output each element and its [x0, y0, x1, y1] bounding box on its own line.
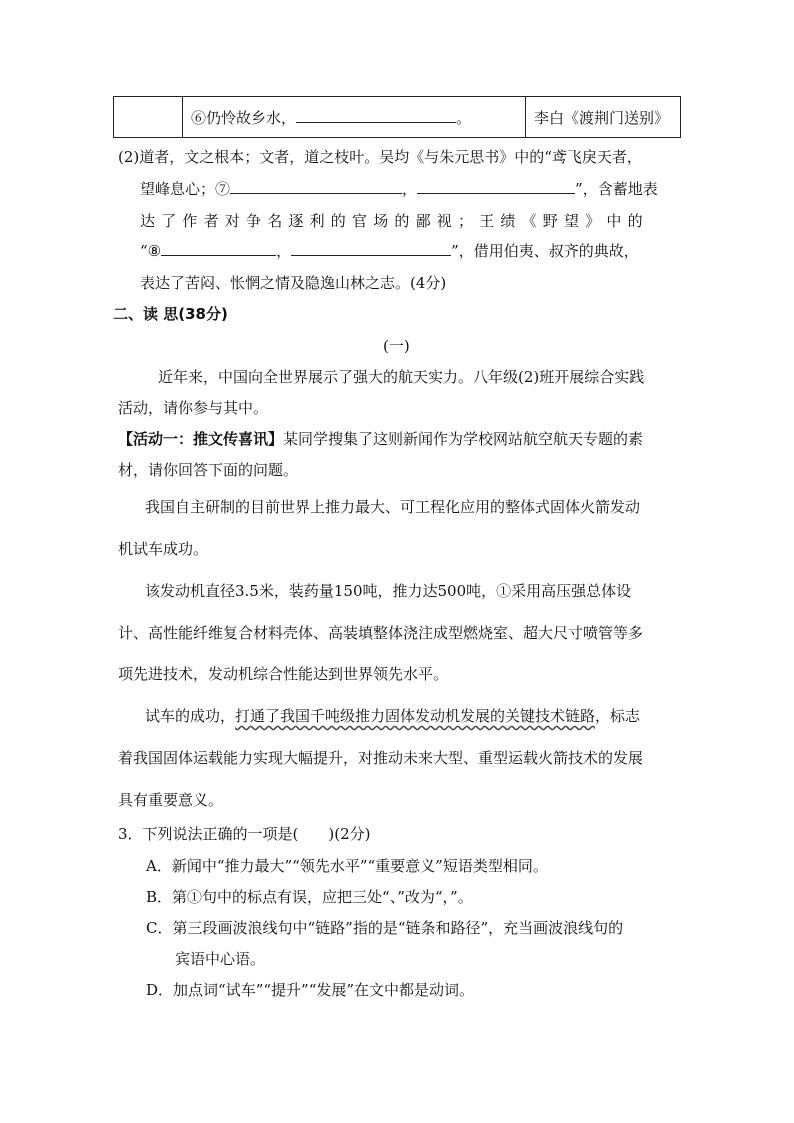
news-p3-line2: 着我国固体运载能力实现大幅提升，对推动未来大型、重型运载火箭技术的发展	[118, 749, 644, 767]
q2-line1: (2)道者，文之根本；文者，道之枝叶。吴均《与朱元思书》中的“鸢飞戾天者，	[118, 148, 642, 166]
answer-blank-6[interactable]	[296, 108, 456, 123]
answer-blank-7a[interactable]	[230, 179, 402, 194]
q3-option-a[interactable]: A．新闻中“推力最大”“领先水平”“重要意义”短语类型相同。	[146, 857, 548, 875]
news-p3-start: 试车的成功，	[145, 707, 236, 725]
activity1-line1	[118, 428, 643, 449]
table-cell-empty	[114, 97, 183, 138]
news-p2-line3: 项先进技术，发动机综合性能达到世界领先水平。	[118, 665, 449, 683]
news-p2-line2: 计、高性能纤维复合材料壳体、高装填整体浇注成型燃烧室、超大尺寸喷管等多	[118, 624, 644, 642]
q2-line4-comma: ，	[276, 242, 292, 260]
intro-line1: 近年来，中国向全世界展示了强大的航天实力。八年级(2)班开展综合实践	[158, 368, 645, 386]
intro-line2: 活动，请你参与其中。	[118, 399, 269, 417]
q2-line2-comma: ，	[402, 180, 418, 198]
q2-line5: 表达了苦闷、怅惘之情及隐逸山林之志。(4分)	[140, 274, 447, 292]
answer-blank-8a[interactable]	[161, 241, 276, 256]
news-p1-line2: 机试车成功。	[118, 540, 209, 558]
news-p3-line3: 具有重要意义。	[118, 791, 224, 809]
table-question-prefix: ⑥仍怜故乡水，	[191, 108, 297, 127]
part-label: (一)	[383, 337, 410, 355]
activity1-label: 【活动一：推文传喜讯】	[118, 430, 284, 448]
section-title: 二、读 思(38分)	[113, 305, 228, 323]
news-p1-line1: 我国自主研制的目前世界上推力最大、可工程化应用的整体式固体火箭发动	[145, 498, 641, 516]
activity1-line2: 材，请你回答下面的问题。	[118, 461, 299, 479]
q2-line4-suffix: ”，借用伯夷、叔齐的典故，	[451, 242, 639, 260]
q2-line4-prefix: “⑧	[140, 242, 162, 260]
news-p2-line1: 该发动机直径3.5米，装药量150吨，推力达500吨，①采用高压强总体设	[145, 582, 632, 600]
q2-line4	[140, 240, 639, 261]
news-p3-line1	[145, 705, 640, 726]
q3-option-d[interactable]: D．加点词“试车”“提升”“发展”在文中都是动词。	[146, 981, 475, 999]
q3-option-b[interactable]: B．第①句中的标点有误，应把三处“、”改为“，”。	[146, 888, 473, 906]
table-question-suffix: 。	[456, 108, 472, 127]
q2-line2	[140, 178, 658, 199]
poem-table-row	[113, 96, 681, 138]
q2-line2-suffix: ”，含蓄地表	[575, 180, 658, 198]
table-cell-question	[183, 97, 526, 138]
q3-option-c-cont: 宾语中心语。	[175, 950, 266, 968]
answer-blank-7b[interactable]	[417, 179, 575, 194]
q3-option-c[interactable]: C．第三段画波浪线句中“链路”指的是“链条和路径”，充当画波浪线句的	[146, 919, 624, 937]
q2-line2-prefix: 望峰息心；⑦	[140, 180, 231, 198]
q2-line3: 达了作者对争名逐利的官场的鄙视；王绩《野望》中的	[140, 212, 649, 230]
news-p3-end: ，标志	[595, 707, 641, 725]
table-cell-source: 李白《渡荆门送别》	[526, 97, 681, 138]
q3-stem: 3．下列说法正确的一项是( )(2分)	[118, 825, 371, 843]
answer-blank-8b[interactable]	[291, 241, 451, 256]
wavy-underlined-sentence: 打通了我国千吨级推力固体发动机发展的关键技术链路	[235, 707, 596, 725]
activity1-text: 某同学搜集了这则新闻作为学校网站航空航天专题的素	[283, 430, 644, 448]
